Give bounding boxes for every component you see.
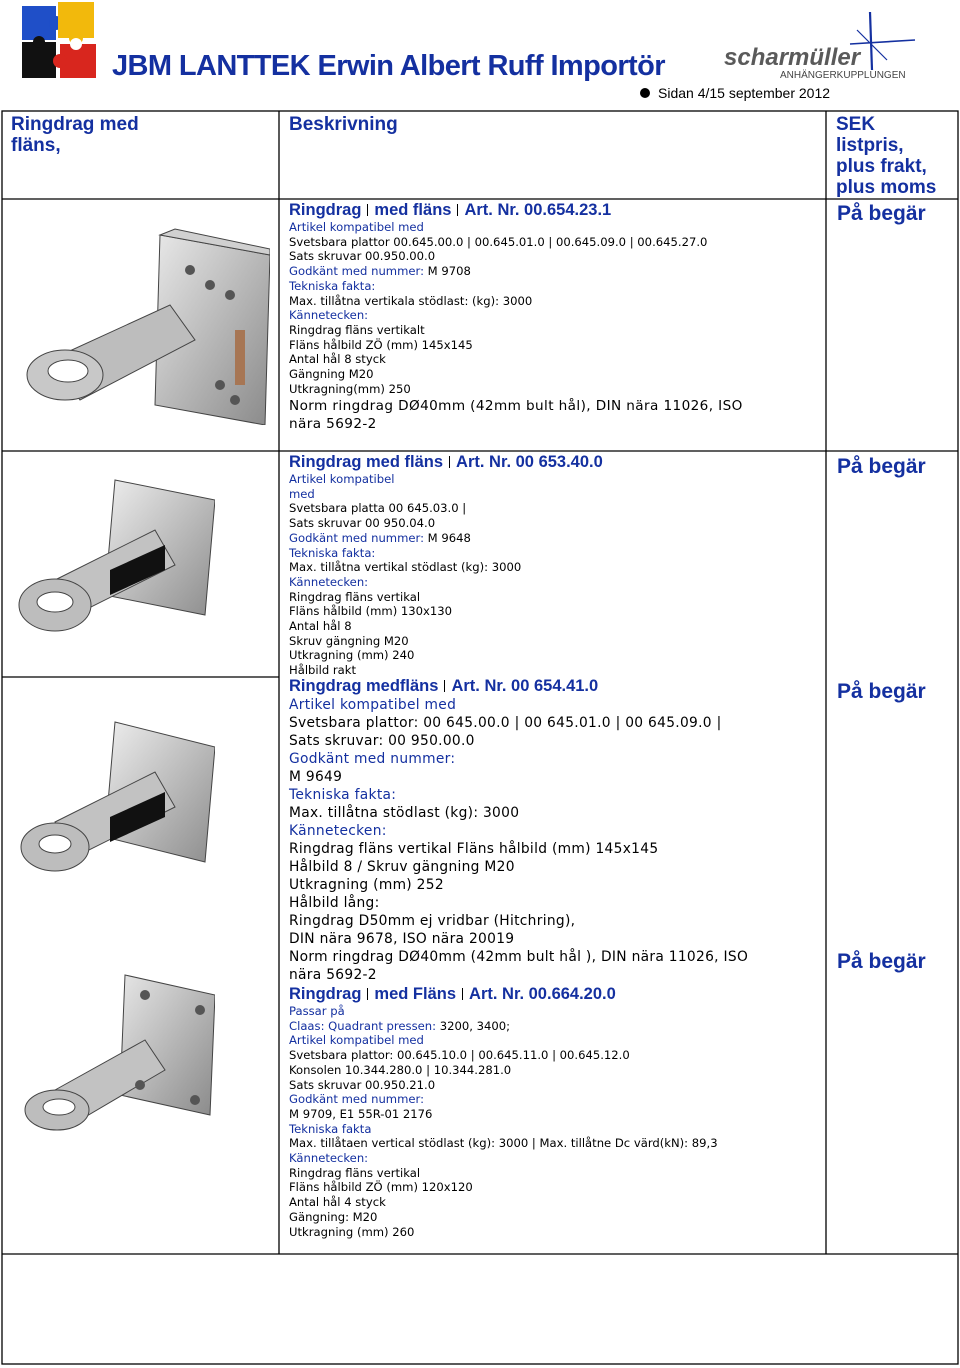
spec-line bbox=[289, 714, 748, 732]
product-description-3 bbox=[289, 677, 748, 984]
norm-line: nära 5692-2 bbox=[289, 967, 377, 983]
spec-label: med bbox=[289, 486, 315, 501]
spec-label: Tekniska fakta: bbox=[289, 787, 397, 803]
spec-value: M 9649 bbox=[289, 769, 343, 785]
spec-value: Max. tillåtna vertikala stödlast: (kg): 3000 bbox=[289, 293, 533, 308]
spec-label: Kännetecken: bbox=[289, 1151, 369, 1166]
spec-label: Claas: Quadrant pressen: bbox=[289, 1018, 437, 1033]
spec-value: Sats skruvar 00.950.00.0 bbox=[289, 249, 436, 264]
product-title: Ringdrag med Fläns Art. Nr. 00.664.20.0 bbox=[289, 985, 616, 1003]
spec-value: Antal hål 8 bbox=[289, 619, 352, 634]
spec-value: Sats skruvar: 00 950.00.0 bbox=[289, 733, 475, 749]
product-title: Ringdrag medfläns Art. Nr. 00 654.41.0 bbox=[289, 677, 599, 695]
spec-value: 3200, 3400; bbox=[436, 1018, 511, 1033]
spec-label: Godkänt med nummer: bbox=[289, 751, 456, 767]
scharmuller-logo bbox=[722, 10, 917, 82]
puzzle-logo-icon bbox=[20, 2, 98, 80]
spec-line bbox=[289, 619, 603, 634]
spec-line bbox=[289, 1210, 718, 1225]
spec-line bbox=[289, 382, 743, 397]
spec-value: Ringdrag D50mm ej vridbar (Hitchring), bbox=[289, 913, 576, 929]
spec-line bbox=[289, 876, 748, 894]
spec-line bbox=[289, 786, 748, 804]
spec-line bbox=[289, 1180, 718, 1195]
spec-value: Antal hål 4 styck bbox=[289, 1195, 386, 1210]
spec-value: Konsolen 10.344.280.0 | 10.344.281.0 bbox=[289, 1062, 512, 1077]
spec-value: Utkragning (mm) 240 bbox=[289, 648, 415, 663]
spec-value: DIN nära 9678, ISO nära 20019 bbox=[289, 931, 515, 947]
product-title: Ringdrag med fläns Art. Nr. 00.654.23.1 bbox=[289, 201, 612, 219]
spec-line bbox=[289, 367, 743, 382]
spec-line bbox=[289, 1166, 718, 1181]
product-image-4 bbox=[15, 970, 215, 1135]
page-info: Sidan 4/15 september 2012 bbox=[640, 85, 830, 101]
spec-line bbox=[289, 560, 603, 575]
spec-line bbox=[289, 1019, 718, 1034]
spec-line bbox=[289, 930, 748, 948]
spec-value: Hålbild 8 / Skruv gängning M20 bbox=[289, 859, 515, 875]
spec-line bbox=[289, 1122, 718, 1137]
spec-line bbox=[289, 822, 748, 840]
spec-value: Ringdrag fläns vertikal bbox=[289, 1165, 421, 1180]
spec-line bbox=[289, 472, 603, 487]
company-name: JBM LANTTEK Erwin Albert Ruff Importör bbox=[112, 50, 665, 82]
column-header-product: Ringdrag med fläns, bbox=[11, 114, 139, 156]
spec-value: Gängning: M20 bbox=[289, 1209, 378, 1224]
spec-value: Max. tillåtaen vertical stödlast (kg): 3000 | Max. tillåtne Dc värd(kN): 89,3 bbox=[289, 1136, 718, 1151]
spec-line bbox=[289, 516, 603, 531]
column-header-price: SEK listpris, plus frakt, plus moms bbox=[836, 114, 937, 198]
spec-value: Ringdrag fläns vertikal bbox=[289, 589, 421, 604]
spec-value: Fläns hålbild ZÖ (mm) 120x120 bbox=[289, 1180, 473, 1195]
spec-label: Godkänt med nummer: bbox=[289, 530, 424, 545]
spec-value: Max. tillåtna stödlast (kg): 3000 bbox=[289, 805, 520, 821]
spec-line bbox=[289, 1078, 718, 1093]
spec-label: Passar på bbox=[289, 1004, 345, 1018]
spec-line bbox=[289, 590, 603, 605]
spec-line bbox=[289, 1107, 718, 1122]
price-product-3: På begär bbox=[837, 680, 926, 703]
product-spec-lines bbox=[289, 696, 748, 948]
norm-line: nära 5692-2 bbox=[289, 416, 377, 433]
spec-value: Ringdrag fläns vertikalt bbox=[289, 322, 425, 337]
spec-label: Kännetecken: bbox=[289, 823, 387, 839]
norm-line: Norm ringdrag DØ40mm (42mm bult hål), DIN nära 11026, ISO bbox=[289, 398, 743, 415]
spec-line bbox=[289, 1151, 718, 1166]
spec-line bbox=[289, 604, 603, 619]
spec-line bbox=[289, 487, 603, 502]
spec-line bbox=[289, 1136, 718, 1151]
spec-value: Sats skruvar 00 950.04.0 bbox=[289, 516, 436, 531]
spec-label: Tekniska fakta: bbox=[289, 545, 376, 560]
spec-line bbox=[289, 1092, 718, 1107]
spec-value: M 9709, E1 55R-01 2176 bbox=[289, 1106, 433, 1121]
spec-line bbox=[289, 338, 743, 353]
spec-line bbox=[289, 1195, 718, 1210]
product-description-1 bbox=[289, 201, 743, 433]
spec-line bbox=[289, 648, 603, 663]
product-image-2 bbox=[15, 470, 215, 640]
column-header-description: Beskrivning bbox=[289, 114, 398, 135]
spec-label: Tekniska fakta: bbox=[289, 278, 376, 293]
spec-label: Godkänt med nummer: bbox=[289, 264, 424, 279]
price-product-4: På begär bbox=[837, 950, 926, 973]
spec-value: M 9648 bbox=[424, 530, 471, 545]
spec-label: Kännetecken: bbox=[289, 574, 369, 589]
spec-value: Hålbild rakt bbox=[289, 663, 357, 678]
brand-tagline: ANHÄNGERKUPPLUNGEN bbox=[780, 70, 906, 81]
spec-line bbox=[289, 696, 748, 714]
spec-label: Kännetecken: bbox=[289, 308, 369, 323]
spec-line bbox=[289, 235, 743, 250]
spec-line bbox=[289, 1225, 718, 1240]
spec-line bbox=[289, 894, 748, 912]
spec-line bbox=[289, 634, 603, 649]
product-spec-lines bbox=[289, 220, 743, 396]
spec-value: Fläns hålbild (mm) 130x130 bbox=[289, 604, 453, 619]
spec-line bbox=[289, 308, 743, 323]
price-product-2: På begär bbox=[837, 455, 926, 478]
spec-label: Artikel kompatibel med bbox=[289, 220, 424, 234]
spec-line bbox=[289, 501, 603, 516]
spec-value: Svetsbara plattor 00.645.00.0 | 00.645.01.0 | 00.645.09.0 | 00.645.27.0 bbox=[289, 234, 708, 249]
spec-line bbox=[289, 575, 603, 590]
spec-line bbox=[289, 858, 748, 876]
product-spec-lines bbox=[289, 472, 603, 678]
spec-value: Fläns hålbild ZÖ (mm) 145x145 bbox=[289, 337, 473, 352]
brand-name: scharmüller bbox=[724, 44, 861, 71]
product-title: Ringdrag med fläns Art. Nr. 00 653.40.0 bbox=[289, 453, 603, 471]
spec-value: Utkragning(mm) 250 bbox=[289, 381, 411, 396]
spec-line bbox=[289, 1033, 718, 1048]
spec-line bbox=[289, 732, 748, 750]
spec-line bbox=[289, 323, 743, 338]
spec-label: Artikel kompatibel med bbox=[289, 1033, 424, 1048]
spec-label: Artikel kompatibel med bbox=[289, 697, 457, 713]
spec-line bbox=[289, 249, 743, 264]
spec-value: Antal hål 8 styck bbox=[289, 352, 386, 367]
product-image-1 bbox=[20, 225, 270, 425]
spec-line bbox=[289, 663, 603, 678]
spec-value: Utkragning (mm) 252 bbox=[289, 877, 444, 893]
spec-value: Sats skruvar 00.950.21.0 bbox=[289, 1077, 436, 1092]
spec-value: Skruv gängning M20 bbox=[289, 633, 409, 648]
product-image-3 bbox=[15, 712, 215, 882]
spec-line bbox=[289, 1048, 718, 1063]
spec-line bbox=[289, 352, 743, 367]
spec-line bbox=[289, 294, 743, 309]
product-description-2 bbox=[289, 453, 603, 678]
bullet-icon bbox=[640, 88, 650, 98]
spec-line bbox=[289, 750, 748, 768]
spec-line bbox=[289, 768, 748, 786]
spec-line bbox=[289, 1063, 718, 1078]
spec-label: Godkänt med nummer: bbox=[289, 1092, 424, 1107]
spec-line bbox=[289, 531, 603, 546]
spec-line bbox=[289, 279, 743, 294]
spec-value: Max. tillåtna vertikal stödlast (kg): 3000 bbox=[289, 560, 522, 575]
spec-line bbox=[289, 264, 743, 279]
spec-value: Svetsbara platta 00 645.03.0 | bbox=[289, 501, 467, 516]
spec-value: Utkragning (mm) 260 bbox=[289, 1224, 415, 1239]
spec-line bbox=[289, 220, 743, 235]
spec-value: Gängning M20 bbox=[289, 367, 374, 382]
spec-line bbox=[289, 546, 603, 561]
product-description-4 bbox=[289, 985, 718, 1239]
product-spec-lines bbox=[289, 1004, 718, 1239]
spec-line bbox=[289, 804, 748, 822]
norm-line: Norm ringdrag DØ40mm (42mm bult hål ), DIN nära 11026, ISO bbox=[289, 949, 749, 965]
spec-line bbox=[289, 912, 748, 930]
spec-label: Artikel kompatibel bbox=[289, 472, 395, 486]
spec-value: M 9708 bbox=[424, 264, 471, 279]
spec-value: Ringdrag fläns vertikal Fläns hålbild (mm) 145x145 bbox=[289, 841, 659, 857]
spec-line bbox=[289, 840, 748, 858]
spec-value: Hålbild lång: bbox=[289, 895, 380, 911]
spec-line bbox=[289, 1004, 718, 1019]
spec-label: Tekniska fakta bbox=[289, 1121, 372, 1136]
spec-value: Svetsbara plattor: 00 645.00.0 | 00 645.01.0 | 00 645.09.0 | bbox=[289, 715, 722, 731]
price-product-1: På begär bbox=[837, 202, 926, 225]
spec-value: Svetsbara plattor: 00.645.10.0 | 00.645.11.0 | 00.645.12.0 bbox=[289, 1048, 630, 1063]
